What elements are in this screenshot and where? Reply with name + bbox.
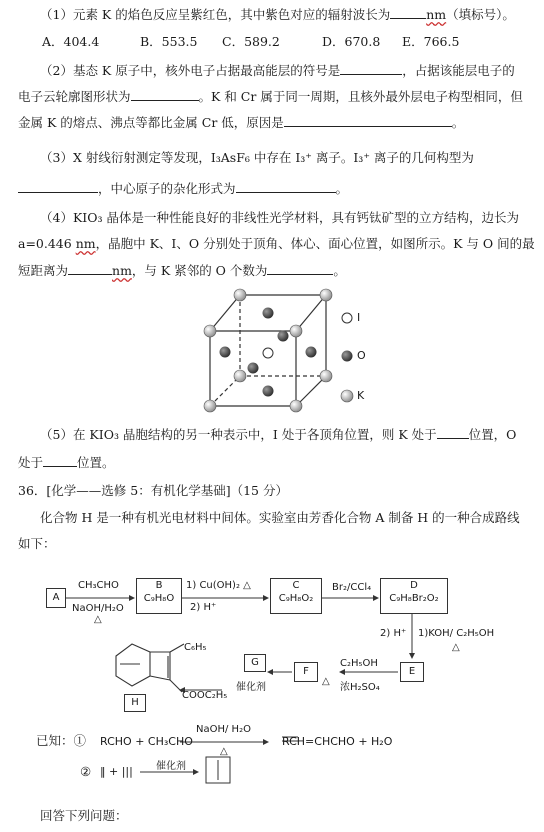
option-e[interactable]: E．766.5 (402, 34, 460, 49)
q5-text-2b: 位置。 (77, 455, 115, 470)
known-label: 已知：① (36, 733, 87, 748)
h-sub-ester: COOC₂H₅ (182, 690, 228, 701)
q36-line2: 如下： (18, 536, 56, 551)
node-b (136, 578, 182, 614)
q5-text-1b: 位置，O (468, 427, 517, 442)
q4-a-value: a=0.446 (18, 236, 76, 251)
q5-text-2: 处于 (18, 455, 44, 470)
q3-text-2b: 。 (335, 181, 349, 196)
q2-text-3: 金属 K 的熔点、沸点等都比金属 Cr 低，原因是 (18, 115, 284, 130)
r1-bottom: NaOH/H₂O (72, 603, 124, 614)
r4-a: 1)KOH/ C₂H₅OH (418, 628, 495, 639)
q3-line1: （3）X 射线衍射测定等发现，I₃AsF₆ 中存在 I₃⁺ 离子。I₃⁺ 离子的几何构型为 (40, 150, 474, 165)
known-eq1-condition: NaOH/ H₂O (196, 724, 251, 735)
r5-bottom: 浓H₂SO₄ (340, 682, 380, 693)
node-b-formula: C₉H₈O (143, 593, 175, 604)
q2-text-1b: ，占据该能层电子的 (402, 63, 515, 78)
known-eq1-left: RCHO + CH₃CHO (100, 735, 193, 748)
r2-bottom: 2) H⁺ (190, 602, 217, 613)
footer-prompt: 回答下列问题： (40, 808, 128, 823)
known-eq2-left: ‖ + ||| (100, 765, 133, 778)
r4-b: 2) H⁺ (380, 628, 407, 639)
node-c-label: C (292, 580, 300, 591)
option-c[interactable]: C．589.2 (222, 34, 280, 49)
node-d (380, 578, 448, 614)
node-a: A (46, 588, 66, 608)
r6-catalyst: 催化剂 (236, 682, 266, 693)
q4-unit-1: nm (75, 236, 96, 251)
q3-text-2: ，中心原子的杂化形式为 (98, 181, 236, 196)
r3-top: Br₂/CCl₄ (332, 582, 372, 593)
r1-heat: △ (94, 614, 102, 625)
node-e: E (400, 662, 424, 682)
r1-top: CH₃CHO (78, 580, 119, 591)
node-c-formula: C₉H₈O₂ (278, 593, 314, 604)
known-eq1-right: RCH=CHCHO + H₂O (282, 735, 393, 748)
node-c (270, 578, 322, 614)
q1-tail: （填标号）。 (446, 7, 515, 22)
node-g: G (244, 654, 266, 672)
q4-text-3: 短距离为 (18, 263, 69, 278)
option-d[interactable]: D．670.8 (322, 34, 381, 49)
q2-text-2: 电子云轮廓图形状为 (18, 89, 131, 104)
q1-unit: nm (426, 7, 447, 22)
h-sub-phenyl: C₆H₅ (184, 642, 207, 653)
known-eq1-heat: △ (220, 746, 228, 757)
r5-heat: △ (322, 676, 330, 687)
q4-text-3b: ，与 K 紧邻的 O 个数为 (131, 263, 268, 278)
r2-top: 1) Cu(OH)₂ △ (186, 580, 251, 591)
node-d-formula: C₉H₈Br₂O₂ (389, 593, 439, 604)
q4-text-2: ，晶胞中 K、I、O 分别处于顶角、体心、面心位置，如图所示。K 与 O 间的最 (95, 236, 535, 251)
r5-top: C₂H₅OH (340, 658, 378, 669)
q36-title: 36．[化学——选修 5：有机化学基础]（15 分） (18, 483, 288, 498)
q2-text-1: （2）基态 K 原子中，核外电子占据最高能层的符号是 (40, 63, 341, 78)
legend-k: K (357, 389, 365, 402)
q1-text: （1）元素 K 的焰色反应呈紫红色，其中紫色对应的辐射波长为 (40, 7, 391, 22)
node-b-label: B (155, 580, 163, 591)
node-f: F (294, 662, 318, 682)
option-b[interactable]: B．553.5 (140, 34, 198, 49)
known-eq2-condition: 催化剂 (156, 761, 186, 772)
q2-text-3b: 。 (451, 115, 465, 130)
q5-text-1: （5）在 KIO₃ 晶胞结构的另一种表示中，I 处于各顶角位置，则 K 处于 (40, 427, 437, 442)
node-d-label: D (410, 580, 418, 591)
q4-text-3c: 。 (333, 263, 346, 278)
legend-i: I (357, 311, 361, 324)
legend-o: O (357, 349, 366, 362)
h-structure (116, 644, 184, 692)
q2-text-2b: 。K 和 Cr 属于同一周期，且核外最外层电子构型相同，但 (198, 89, 523, 104)
known-2-label: ② (80, 764, 92, 779)
option-a[interactable]: A．404.4 (42, 34, 100, 49)
q4-line1: （4）KIO₃ 晶体是一种性能良好的非线性光学材料，具有钙钛矿型的立方结构，边长为 (40, 210, 519, 225)
q36-line1: 化合物 H 是一种有机光电材料中间体。实验室由芳香化合物 A 制备 H 的一种合成路线 (40, 510, 520, 525)
r4-heat: △ (452, 642, 460, 653)
q4-unit-2: nm (112, 263, 132, 278)
node-h: H (124, 694, 146, 712)
